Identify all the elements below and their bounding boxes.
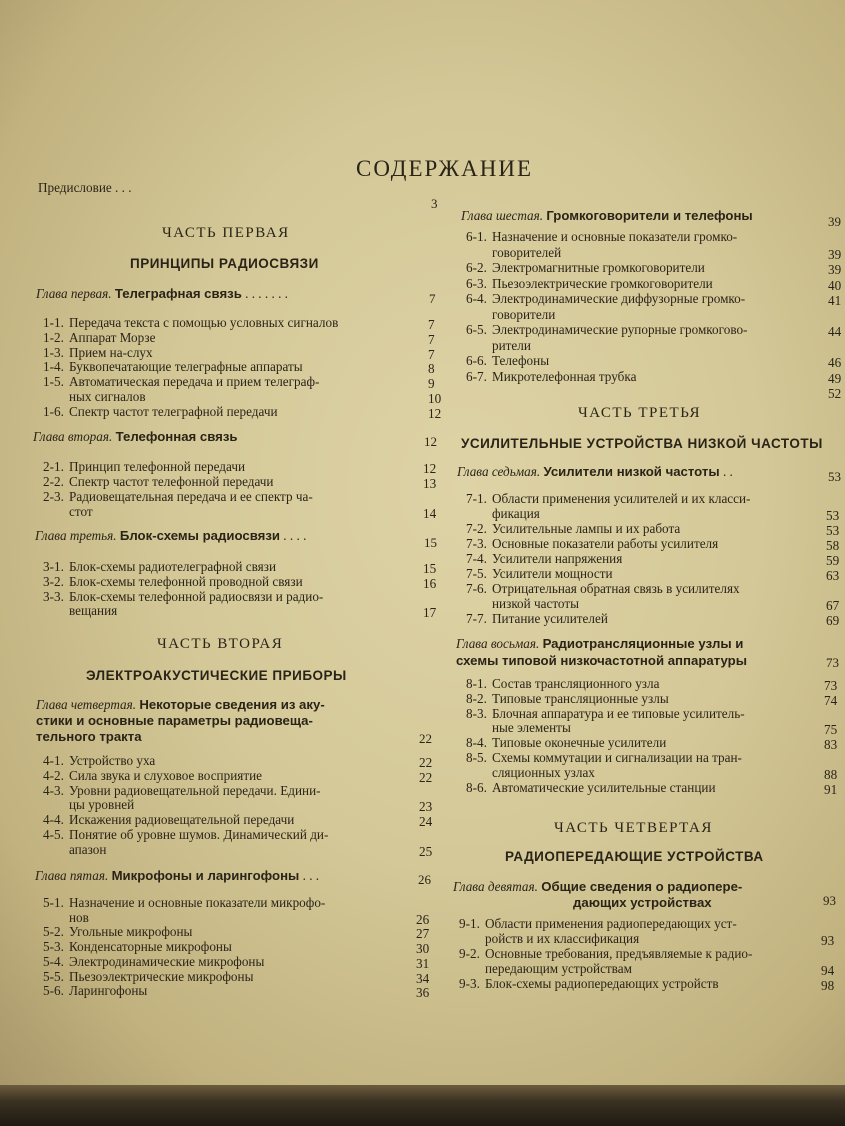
entry-text: Электродинамические микрофоны xyxy=(69,953,265,969)
chapter-title-line: Общие сведения о радиопере- xyxy=(541,879,743,894)
toc-entry xyxy=(466,308,845,324)
entry-number: 7-4. xyxy=(466,551,487,566)
entry-page: 30 xyxy=(416,941,430,957)
entry-page: 44 xyxy=(828,324,842,339)
chapter-page: 22 xyxy=(419,731,432,746)
entry-page: 14 xyxy=(423,506,437,521)
entry-number: 7-1. xyxy=(466,491,487,506)
entry-text: Блочная аппаратура и ее типовые усилитель- xyxy=(492,705,745,721)
toc-entry xyxy=(459,917,845,932)
entry-text: ных сигналов xyxy=(69,389,146,404)
entry-number: 1-4. xyxy=(43,359,64,375)
toc-entry xyxy=(43,843,438,858)
toc-entry xyxy=(466,261,845,277)
chapter-prefix: Глава вторая. xyxy=(33,429,113,444)
entry-text: нов xyxy=(69,909,89,925)
entry-page: 63 xyxy=(826,568,840,583)
toc-entry xyxy=(43,940,438,955)
entry-number: 1-3. xyxy=(43,344,64,360)
toc-entry xyxy=(43,505,443,520)
toc-entry xyxy=(466,354,845,370)
entry-number: 5-1. xyxy=(43,895,64,910)
chapter-heading xyxy=(456,635,747,669)
entry-number: 9-3. xyxy=(459,976,480,991)
toc-entry xyxy=(466,385,845,401)
entry-text: сляционных узлах xyxy=(492,764,595,780)
entry-text: Назначение и основные показатели микрофо- xyxy=(69,895,326,910)
entry-text: Типовые оконечные усилители xyxy=(492,735,667,751)
entry-page: 59 xyxy=(826,553,840,568)
entry-page: 98 xyxy=(821,978,835,993)
chapter-prefix: Глава восьмая. xyxy=(456,636,540,651)
entry-text: Угольные микрофоны xyxy=(69,924,193,940)
chapter-title: Усилители низкой частоты xyxy=(543,464,720,479)
toc-entry xyxy=(466,766,845,781)
entry-page: 36 xyxy=(416,985,430,1001)
chapter-heading xyxy=(36,697,325,745)
entry-page: 31 xyxy=(416,955,430,971)
entry-page: 7 xyxy=(428,346,435,362)
entry-text: Усилители мощности xyxy=(492,566,613,581)
entry-number: 4-5. xyxy=(43,827,64,842)
preface-label: Предисловие xyxy=(38,180,112,195)
entry-page: 7 xyxy=(428,317,435,332)
entry-page: 16 xyxy=(423,575,437,591)
toc-entry xyxy=(466,582,845,597)
entry-number: 5-4. xyxy=(43,953,64,969)
entry-text: Схемы коммутации и сигнализации на тран- xyxy=(492,750,742,765)
entry-text: Микротелефонная трубка xyxy=(492,368,637,384)
entry-number: 5-6. xyxy=(43,983,64,999)
chapter-heading xyxy=(457,465,733,479)
entry-text: Пьезоэлектрические микрофоны xyxy=(69,968,254,984)
toc-entry xyxy=(466,692,845,707)
entry-page: 67 xyxy=(826,598,840,613)
entry-number: 5-2. xyxy=(43,924,64,940)
entry-text: Питание усилителей xyxy=(492,611,608,626)
chapter-heading xyxy=(33,430,238,444)
entry-number: 8-3. xyxy=(466,705,487,721)
entry-number: 9-2. xyxy=(459,946,480,961)
toc-entry xyxy=(43,375,443,390)
entry-text: Блок-схемы радиопередающих устройств xyxy=(485,976,719,991)
entry-page: 13 xyxy=(423,476,437,491)
entry-number: 8-1. xyxy=(466,676,487,691)
part-one-label: ЧАСТЬ ПЕРВАЯ xyxy=(162,225,290,241)
chapter-prefix: Глава шестая. xyxy=(461,208,544,223)
entry-text: Области применения усилителей и их класси- xyxy=(492,491,751,506)
toc-entry xyxy=(43,769,438,784)
toc-entry xyxy=(43,604,443,619)
entry-page: 39 xyxy=(828,246,842,262)
toc-entry xyxy=(43,754,438,769)
chapter-heading xyxy=(453,879,742,911)
chapter-prefix: Глава пятая. xyxy=(35,868,109,883)
chapter-page: 73 xyxy=(826,655,839,670)
entry-number: 5-3. xyxy=(43,939,64,955)
preface-dots: . . . xyxy=(115,180,132,195)
entry-text: Основные показатели работы усилителя xyxy=(492,536,719,551)
entry-number: 2-1. xyxy=(43,459,64,474)
entry-number: 6-3. xyxy=(466,275,487,291)
leader-dots: . . xyxy=(722,464,733,479)
toc-entry xyxy=(466,567,845,582)
entry-text: Области применения радиопередающих уст- xyxy=(485,916,737,931)
entry-number: 2-2. xyxy=(43,474,64,489)
toc-entry xyxy=(466,292,845,308)
entry-page: 74 xyxy=(824,692,838,708)
entry-number: 6-6. xyxy=(466,353,487,368)
part-four-label: ЧАСТЬ ЧЕТВЕРТАЯ xyxy=(554,820,713,836)
entry-text: Пьезоэлектрические громкоговорители xyxy=(492,275,713,291)
entry-text: апазон xyxy=(69,841,107,857)
toc-entry xyxy=(466,677,845,692)
entry-number: 3-3. xyxy=(43,588,64,604)
chapter-page: 15 xyxy=(424,535,437,550)
entry-page: 83 xyxy=(824,737,838,753)
entry-number: 6-7. xyxy=(466,368,487,384)
entry-text: рители xyxy=(492,337,531,353)
page-edge-shadow xyxy=(0,1085,845,1126)
entry-number: 4-3. xyxy=(43,782,64,798)
entry-text: Уровни радиовещательной передачи. Едини- xyxy=(69,782,321,798)
chapter-page: 12 xyxy=(424,434,437,449)
toc-entry xyxy=(459,947,845,962)
toc-entry xyxy=(466,721,845,736)
entry-text: Усилительные лампы и их работа xyxy=(492,521,681,536)
entry-text: цы уровней xyxy=(69,797,135,813)
chapter-heading xyxy=(36,287,288,301)
entry-number: 7-2. xyxy=(466,521,487,536)
chapter-title: Блок-схемы радиосвязи xyxy=(119,528,280,543)
entry-text: Блок-схемы радиотелеграфной связи xyxy=(69,559,277,574)
chapter-page: 39 xyxy=(828,214,841,229)
entry-number: 1-1. xyxy=(43,315,64,330)
entry-number: 7-3. xyxy=(466,536,487,551)
toc-entry xyxy=(43,460,443,475)
toc-entry xyxy=(466,597,845,612)
entry-number: 8-2. xyxy=(466,690,487,706)
chapter-heading xyxy=(35,529,306,543)
entry-text: Прием на-слух xyxy=(69,344,153,360)
preface-page: 3 xyxy=(431,196,438,211)
toc-entry xyxy=(466,370,845,386)
toc-entry xyxy=(43,784,438,799)
entry-text: Телефоны xyxy=(492,353,550,368)
chapter-title-line: Некоторые сведения из аку- xyxy=(139,697,325,712)
toc-entry xyxy=(466,781,845,796)
entry-page: 41 xyxy=(828,293,842,308)
entry-text: Спектр частот телефонной передачи xyxy=(69,474,274,489)
entry-page: 91 xyxy=(824,781,838,797)
entry-page: 27 xyxy=(416,926,430,942)
entry-text: Понятие об уровне шумов. Динамический ди- xyxy=(69,827,329,842)
entry-number: 3-2. xyxy=(43,573,64,589)
entry-page: 26 xyxy=(416,911,430,927)
entry-number: 9-1. xyxy=(459,916,480,931)
toc-entry xyxy=(459,977,845,992)
entry-text: ройств и их классификация xyxy=(485,931,640,946)
toc-entry xyxy=(43,984,438,999)
entry-number: 7-7. xyxy=(466,611,487,626)
entry-page: 40 xyxy=(828,277,842,293)
part-two-title: ЭЛЕКТРОАКУСТИЧЕСКИЕ ПРИБОРЫ xyxy=(86,668,347,683)
entry-number: 8-4. xyxy=(466,735,487,751)
toc-entry xyxy=(43,390,443,405)
entry-page: 8 xyxy=(428,361,435,377)
entry-text: Ларингофоны xyxy=(69,983,148,999)
chapter-title-line: дающих устройствах xyxy=(573,895,712,910)
chapter-prefix: Глава девятая. xyxy=(453,879,538,894)
entry-text: Усилители напряжения xyxy=(492,551,623,566)
entry-text: Назначение и основные показатели громко- xyxy=(492,229,738,244)
entry-text: Радиовещательная передача и ее спектр ча- xyxy=(69,489,313,504)
entry-text: вещания xyxy=(69,603,118,619)
entry-text: Состав трансляционного узла xyxy=(492,676,660,691)
entry-page: 24 xyxy=(419,814,433,830)
entry-text: Автоматическая передача и прием телеграф- xyxy=(69,374,320,390)
part-three-label: ЧАСТЬ ТРЕТЬЯ xyxy=(578,405,702,421)
entry-text: Электродинамические рупорные громкогово- xyxy=(492,322,748,337)
entry-page: 88 xyxy=(824,766,838,782)
preface-entry xyxy=(38,181,132,195)
toc-entry xyxy=(466,736,845,751)
entry-number: 6-1. xyxy=(466,229,487,244)
entry-number: 6-4. xyxy=(466,291,487,306)
entry-page: 22 xyxy=(419,755,433,770)
toc-entry xyxy=(459,932,845,947)
toc-entry xyxy=(466,323,845,339)
entry-page: 34 xyxy=(416,970,430,986)
entry-text: Искажения радиовещательной передачи xyxy=(69,812,295,828)
entry-text: Принцип телефонной передачи xyxy=(69,459,246,474)
chapter-page: 93 xyxy=(823,893,836,908)
entry-text: Блок-схемы телефонной проводной связи xyxy=(69,573,303,589)
toc-entry xyxy=(466,507,845,522)
entry-text: Передача текста с помощью условных сигналов xyxy=(69,315,339,330)
entry-page: 93 xyxy=(821,933,835,948)
leader-dots: . . . xyxy=(302,868,320,883)
entry-text: Электродинамические диффузорные громко- xyxy=(492,291,746,306)
entry-page: 23 xyxy=(419,799,433,815)
entry-page: 22 xyxy=(419,769,433,785)
toc-entry xyxy=(43,316,443,331)
chapter-heading xyxy=(461,209,753,223)
toc-entry xyxy=(459,962,845,977)
entry-number: 7-6. xyxy=(466,581,487,596)
chapter-title-line: Радиотрансляционные узлы и xyxy=(542,636,744,651)
chapter-title-line: схемы типовой низкочастотной аппаратуры xyxy=(456,653,747,668)
entry-text: говорителей xyxy=(492,244,562,260)
entry-page: 75 xyxy=(824,722,838,738)
entry-text: Устройство уха xyxy=(69,753,156,768)
entry-text: передающим устройствам xyxy=(485,961,632,976)
leader-dots: . . . . xyxy=(283,528,307,543)
entry-page: 94 xyxy=(821,963,835,978)
entry-page: 17 xyxy=(423,605,437,621)
entry-page: 73 xyxy=(824,678,838,693)
chapter-title: Громкоговорители и телефоны xyxy=(546,208,753,223)
chapter-title: Телеграфная связь xyxy=(114,286,242,301)
entry-page: 9 xyxy=(428,376,435,392)
toc-entry xyxy=(43,475,443,490)
toc-entry xyxy=(466,751,845,766)
entry-number: 4-1. xyxy=(43,753,64,768)
entry-number: 7-5. xyxy=(466,566,487,581)
toc-entry xyxy=(466,707,845,722)
entry-page: 52 xyxy=(828,386,842,401)
entry-number: 2-3. xyxy=(43,489,64,504)
entry-page: 58 xyxy=(826,538,840,553)
entry-number: 6-2. xyxy=(466,260,487,275)
toc-entry xyxy=(466,246,845,262)
entry-text: Конденсаторные микрофоны xyxy=(69,939,232,955)
toc-entry xyxy=(43,360,443,375)
chapter-title-line: тельного тракта xyxy=(36,729,142,744)
toc-entry xyxy=(43,798,438,813)
toc-entry xyxy=(466,552,845,567)
chapter-page: 7 xyxy=(429,291,436,306)
chapter-page: 26 xyxy=(418,872,431,887)
chapter-title: Микрофоны и ларингофоны xyxy=(111,868,300,883)
entry-number: 6-5. xyxy=(466,322,487,337)
toc-entry xyxy=(43,490,443,505)
entry-text: низкой частоты xyxy=(492,596,579,611)
entry-number: 1-5. xyxy=(43,374,64,390)
entry-page: 12 xyxy=(423,461,437,476)
chapter-prefix: Глава первая. xyxy=(36,286,112,301)
entry-page: 69 xyxy=(826,613,840,628)
entry-text: Отрицательная обратная связь в усилителях xyxy=(492,581,740,596)
page-title: СОДЕРЖАНИЕ xyxy=(356,156,534,181)
entry-text: ные элементы xyxy=(492,720,571,736)
entry-text: говорители xyxy=(492,306,556,322)
chapter-page: 53 xyxy=(828,469,841,484)
chapter-heading xyxy=(35,869,319,883)
entry-text: Электромагнитные громкоговорители xyxy=(492,260,705,275)
entry-text: фикация xyxy=(492,506,540,521)
part-one-title: ПРИНЦИПЫ РАДИОСВЯЗИ xyxy=(130,256,319,271)
toc-entry xyxy=(43,955,438,970)
entry-number: 4-4. xyxy=(43,812,64,828)
chapter-title: Телефонная связь xyxy=(115,429,238,444)
toc-entry xyxy=(466,537,845,552)
entry-page: 25 xyxy=(419,843,433,859)
toc-entry xyxy=(43,560,443,575)
entry-page: 53 xyxy=(826,508,840,523)
toc-entry xyxy=(466,492,845,507)
entry-number: 8-5. xyxy=(466,750,487,765)
entry-page: 10 xyxy=(428,391,442,406)
toc-entry xyxy=(466,339,845,355)
toc-entry xyxy=(43,590,443,605)
entry-text: Основные требования, предъявляемые к радио- xyxy=(485,946,753,961)
part-four-title: РАДИОПЕРЕДАЮЩИЕ УСТРОЙСТВА xyxy=(505,849,764,864)
toc-entry xyxy=(43,346,443,361)
entry-text: Аппарат Морзе xyxy=(69,329,156,345)
entry-text: Буквопечатающие телеграфные аппараты xyxy=(69,359,303,375)
toc-entry xyxy=(466,612,845,627)
toc-entry xyxy=(43,925,438,940)
toc-entry xyxy=(43,970,438,985)
leader-dots: . . . . . . . xyxy=(245,286,288,301)
toc-entry xyxy=(43,331,443,346)
entry-number: 1-2. xyxy=(43,329,64,345)
part-two-label: ЧАСТЬ ВТОРАЯ xyxy=(157,636,284,652)
entry-page: 49 xyxy=(828,370,842,386)
entry-page: 53 xyxy=(826,523,840,538)
entry-number: 4-2. xyxy=(43,767,64,783)
toc-entry xyxy=(466,277,845,293)
entry-page: 46 xyxy=(828,355,842,370)
toc-entry xyxy=(466,230,845,246)
entry-number: 8-6. xyxy=(466,779,487,795)
toc-entry xyxy=(43,911,438,926)
toc-entry xyxy=(43,405,443,420)
entry-text: Сила звука и слуховое восприятие xyxy=(69,767,262,783)
toc-entry xyxy=(43,828,438,843)
chapter-prefix: Глава четвертая. xyxy=(36,697,137,712)
entry-text: стот xyxy=(69,504,93,519)
entry-text: Блок-схемы телефонной радиосвязи и радио- xyxy=(69,588,324,604)
chapter-prefix: Глава третья. xyxy=(35,528,117,543)
entry-text: Типовые трансляционные узлы xyxy=(492,690,669,706)
chapter-title-line: стики и основные параметры радиовеща- xyxy=(36,713,313,728)
entry-page: 39 xyxy=(828,262,842,277)
toc-entry xyxy=(43,813,438,828)
entry-number: 3-1. xyxy=(43,559,64,574)
entry-page: 12 xyxy=(428,405,442,421)
entry-text: Автоматические усилительные станции xyxy=(492,779,716,795)
part-three-title: УСИЛИТЕЛЬНЫЕ УСТРОЙСТВА НИЗКОЙ ЧАСТОТЫ xyxy=(461,436,823,451)
entry-number: 5-5. xyxy=(43,968,64,984)
chapter-prefix: Глава седьмая. xyxy=(457,464,541,479)
entry-number: 1-6. xyxy=(43,403,64,419)
entry-text: Спектр частот телеграфной передачи xyxy=(69,403,278,419)
entry-page: 15 xyxy=(423,561,437,576)
toc-entry xyxy=(43,575,443,590)
toc-entry xyxy=(466,522,845,537)
entry-page: 7 xyxy=(428,331,435,347)
toc-entry xyxy=(43,896,438,911)
